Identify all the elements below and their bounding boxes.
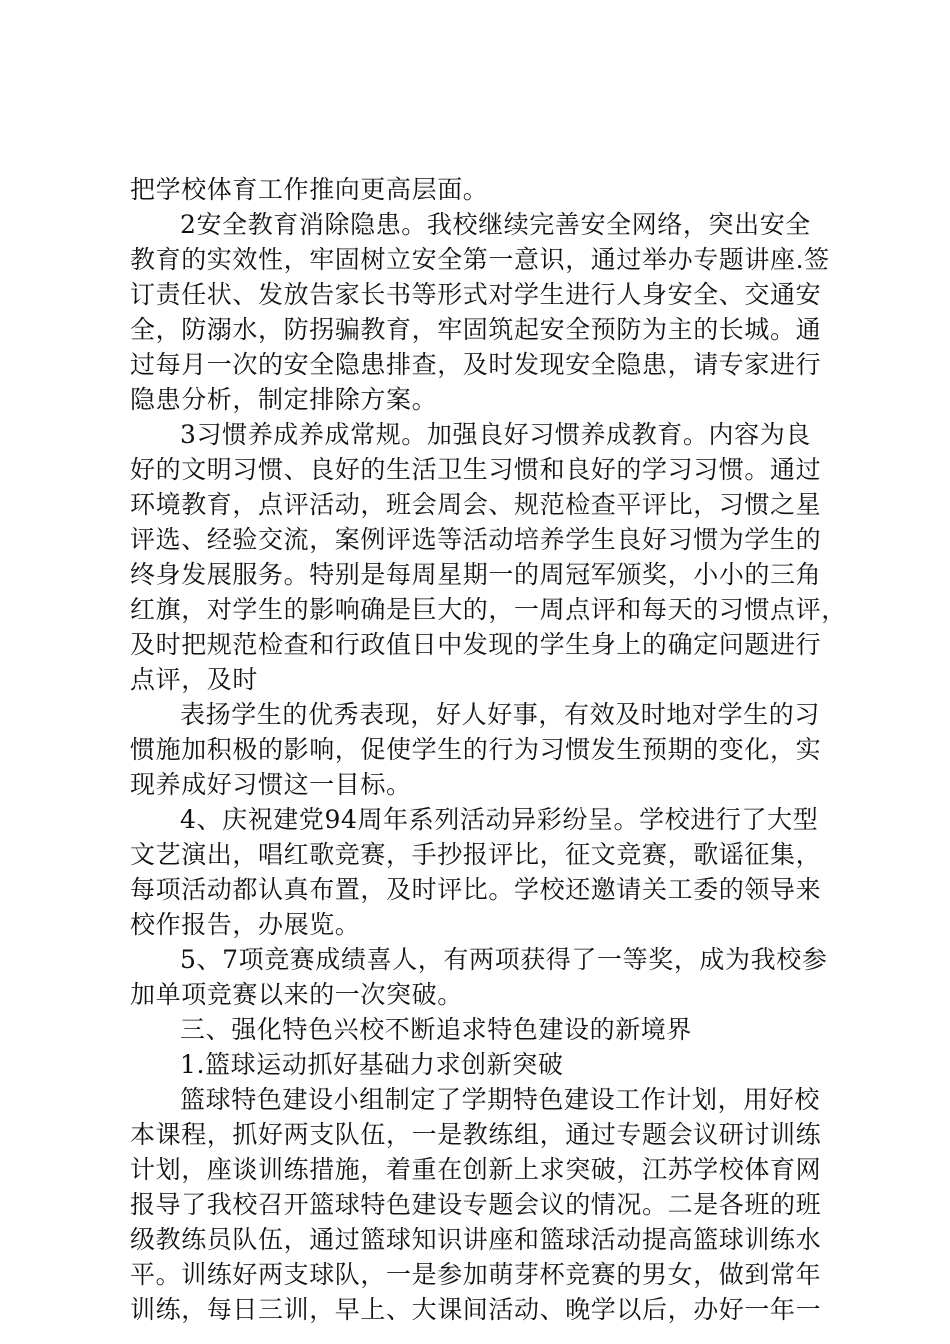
paragraph-safety-education: 2安全教育消除隐患。我校继续完善安全网络，突出安全 bbox=[180, 210, 811, 239]
paragraph-basketball: 篮球特色建设小组制定了学期特色建设工作计划，用好校 bbox=[180, 1085, 821, 1114]
text-line: 惯施加积极的影响，促使学生的行为习惯发生预期的变化，实 bbox=[130, 735, 822, 764]
text-line: 订责任状、发放告家长书等形式对学生进行人身安全、交通安 bbox=[130, 280, 822, 309]
text-line: 报导了我校召开篮球特色建设专题会议的情况。二是各班的班 bbox=[130, 1190, 822, 1219]
text-line: 本课程，抓好两支队伍，一是教练组，通过专题会议研讨训练 bbox=[130, 1120, 822, 1149]
text-line: 及时把规范检查和行政值日中发现的学生身上的确定问题进行 bbox=[130, 630, 822, 659]
subsection-heading: 1.篮球运动抓好基础力求创新突破 bbox=[180, 1050, 564, 1079]
text-line: 教育的实效性，牢固树立安全第一意识，通过举办专题讲座.签 bbox=[130, 245, 830, 274]
text-line: 终身发展服务。特别是每周星期一的周冠军颁奖，小小的三角 bbox=[130, 560, 822, 589]
paragraph-party-anniversary: 4、庆祝建党94周年系列活动异彩纷呈。学校进行了大型 bbox=[180, 805, 819, 834]
text-line: 评选、经验交流，案例评选等活动培养学生良好习惯为学生的 bbox=[130, 525, 822, 554]
paragraph-praise: 表扬学生的优秀表现，好人好事，有效及时地对学生的习 bbox=[180, 700, 821, 729]
text-line: 校作报告，办展览。 bbox=[130, 910, 361, 939]
text-line: 计划，座谈训练措施，着重在创新上求突破，江苏学校体育网 bbox=[130, 1155, 822, 1184]
text-line: 把学校体育工作推向更高层面。 bbox=[130, 175, 489, 204]
text-line: 每项活动都认真布置，及时评比。学校还邀请关工委的领导来 bbox=[130, 875, 822, 904]
text-line: 环境教育，点评活动，班会周会、规范检查平评比，习惯之星 bbox=[130, 490, 822, 519]
text-line: 全，防溺水，防拐骗教育，牢固筑起安全预防为主的长城。通 bbox=[130, 315, 822, 344]
text-line: 级教练员队伍，通过篮球知识讲座和篮球活动提高篮球训练水 bbox=[130, 1225, 822, 1254]
text-line: 好的文明习惯、良好的生活卫生习惯和良好的学习习惯。通过 bbox=[130, 455, 822, 484]
text-line: 隐患分析，制定排除方案。 bbox=[130, 385, 438, 414]
paragraph-habit-formation: 3习惯养成养成常规。加强良好习惯养成教育。内容为良 bbox=[180, 420, 811, 449]
text-line: 平。训练好两支球队，一是参加萌芽杯竞赛的男女，做到常年 bbox=[130, 1260, 822, 1289]
paragraph-competitions: 5、7项竞赛成绩喜人，有两项获得了一等奖，成为我校参 bbox=[180, 945, 828, 974]
text-line: 现养成好习惯这一目标。 bbox=[130, 770, 412, 799]
text-line: 红旗，对学生的影响确是巨大的，一周点评和每天的习惯点评， bbox=[130, 595, 847, 624]
text-line: 加单项竞赛以来的一次突破。 bbox=[130, 980, 463, 1009]
text-line: 点评，及时 bbox=[130, 665, 259, 694]
text-line: 过每月一次的安全隐患排查，及时发现安全隐患，请专家进行 bbox=[130, 350, 822, 379]
text-line: 训练，每日三训，早上、大课间活动、晚学以后，办好一年一 bbox=[130, 1295, 822, 1324]
section-heading: 三、强化特色兴校不断追求特色建设的新境界 bbox=[180, 1015, 693, 1044]
text-line: 文艺演出，唱红歌竞赛，手抄报评比，征文竞赛，歌谣征集， bbox=[130, 840, 822, 869]
